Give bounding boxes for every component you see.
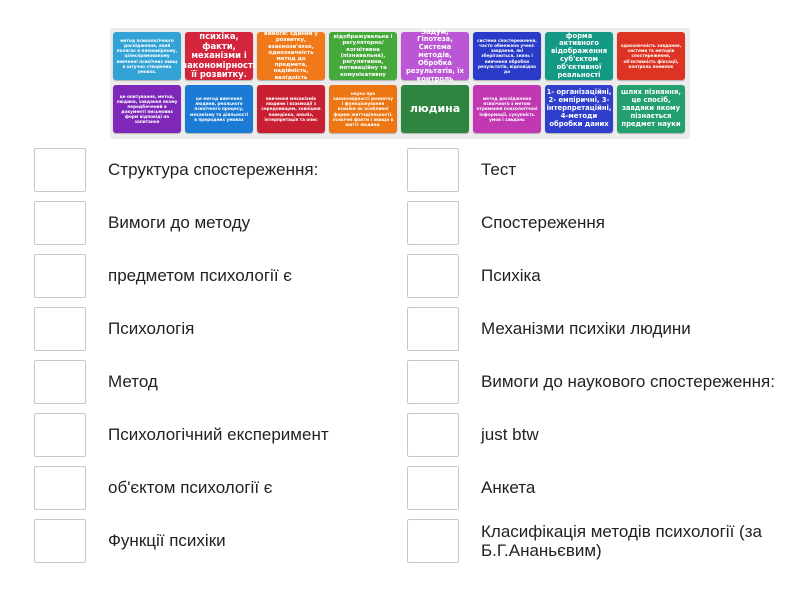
drop-target[interactable] bbox=[34, 413, 86, 457]
drop-target[interactable] bbox=[407, 466, 459, 510]
answer-tile[interactable]: форма активного відображення суб'єктом об'єктивної реальності bbox=[545, 32, 613, 80]
answer-tile[interactable]: метод дослідження психічного з метою отримання психологічної інформації, сукупність умов і завдань bbox=[473, 85, 541, 133]
drop-target[interactable] bbox=[34, 148, 86, 192]
answer-tile[interactable]: відображувальна і регуляторно/когнітивна (пізнавальна), регулятивна, мотиваційну та комунікативну bbox=[329, 32, 397, 80]
match-prompt: Тест bbox=[481, 160, 517, 180]
match-row bbox=[34, 360, 394, 406]
match-prompt: Психологія bbox=[108, 319, 195, 339]
match-row bbox=[34, 201, 394, 247]
answer-tile[interactable]: система спостереження, часто обмежена учені: завдання, які зберігаються, знань і вивчення обробки результатів, відповідно до bbox=[473, 32, 541, 80]
match-row bbox=[34, 466, 394, 512]
match-prompt: Вимоги до методу bbox=[108, 213, 251, 233]
answer-tile[interactable]: вимоги: єдиний у розвитку, взаємозв'язок, однозначність метод до предмета, надійність, валідність bbox=[257, 32, 325, 80]
answer-tile[interactable]: людина bbox=[401, 85, 469, 133]
answer-tile[interactable]: метод психологічного дослідження, який полягає в планомірному, цілеспрямованому вивченні психічних явищ в штучно створених умовах. bbox=[113, 32, 181, 80]
drop-target[interactable] bbox=[407, 519, 459, 563]
match-prompt: Метод bbox=[108, 372, 158, 392]
drop-target[interactable] bbox=[407, 307, 459, 351]
match-row bbox=[34, 307, 394, 353]
match-prompt: Структура спостереження: bbox=[108, 160, 319, 180]
answer-tile[interactable]: вивчення механізмів людини і взаємодії з середовищем, зовнішня поведінка, аналіз, інтерпретація та опис bbox=[257, 85, 325, 133]
answer-tile[interactable]: однозначність завдання, системи та методів спостереження, об'єктивність фіксації, контроль помилок bbox=[617, 32, 685, 80]
match-prompt: Механізми психіки людини bbox=[481, 319, 691, 339]
answer-tile[interactable]: це опитування, метод, людина, завдання якому передбачений в документі письмових форм відповіді на запитання bbox=[113, 85, 181, 133]
drop-target[interactable] bbox=[407, 201, 459, 245]
drop-target[interactable] bbox=[34, 360, 86, 404]
drop-target[interactable] bbox=[407, 254, 459, 298]
match-row bbox=[407, 201, 777, 247]
answer-tile[interactable]: це метод вивчення людини, реального психічного процесу, механізму та діяльності в природних умовах bbox=[185, 85, 253, 133]
answer-tile[interactable]: Задум, Гіпотеза, Система методів, Обробка результатів, їх контроль bbox=[401, 32, 469, 80]
match-prompt: just btw bbox=[481, 425, 539, 445]
match-row bbox=[407, 413, 777, 459]
match-prompt: Психіка bbox=[481, 266, 541, 286]
answer-tile[interactable]: 1- організаційні, 2- емпіричні, 3-інтерпретаційні, 4-методи обробки даних bbox=[545, 85, 613, 133]
match-row bbox=[34, 148, 394, 194]
match-row bbox=[407, 148, 777, 194]
match-row bbox=[407, 519, 777, 565]
drop-target[interactable] bbox=[34, 254, 86, 298]
match-prompt: Психологічний експеримент bbox=[108, 425, 329, 445]
match-row bbox=[34, 254, 394, 300]
match-row bbox=[407, 466, 777, 512]
match-prompt: Класифікація методів психології (за Б.Г.Ананьєвим) bbox=[481, 521, 762, 560]
drop-target[interactable] bbox=[407, 148, 459, 192]
match-row bbox=[407, 360, 777, 406]
match-prompt: Спостереження bbox=[481, 213, 606, 233]
match-prompt: Функції психіки bbox=[108, 531, 226, 551]
match-row bbox=[34, 519, 394, 565]
match-prompt: предметом психології є bbox=[108, 266, 292, 286]
match-prompt: об'єктом психології є bbox=[108, 478, 273, 498]
drop-target[interactable] bbox=[34, 466, 86, 510]
drop-target[interactable] bbox=[34, 307, 86, 351]
answer-tile-bank bbox=[110, 28, 690, 139]
answer-tile[interactable]: психіка, факти, механізми і закономірності її розвитку. bbox=[182, 31, 256, 80]
answer-tile[interactable]: шлях пізнання, це спосіб, завдяки якому пізнається предмет науки bbox=[617, 85, 685, 133]
match-prompt: Вимоги до наукового спостереження: bbox=[481, 372, 775, 392]
drop-target[interactable] bbox=[34, 519, 86, 563]
match-row bbox=[407, 307, 777, 353]
match-row bbox=[407, 254, 777, 300]
match-prompt: Анкета bbox=[481, 478, 536, 498]
drop-target[interactable] bbox=[407, 413, 459, 457]
answer-tile[interactable]: наука про закономірності розвитку і функціонування психіки як особливої форми життєдіяльності. психічні факти і явища в житті людини. bbox=[329, 85, 397, 133]
drop-target[interactable] bbox=[407, 360, 459, 404]
match-row bbox=[34, 413, 394, 459]
drop-target[interactable] bbox=[34, 201, 86, 245]
